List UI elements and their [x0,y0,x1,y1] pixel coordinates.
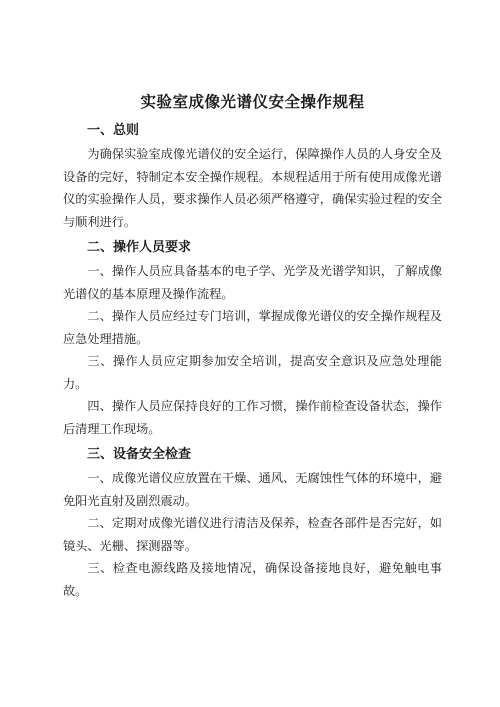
section-heading: 二、操作人员要求 [87,240,192,255]
section-general [63,122,442,233]
section-equipment-safety-check [63,446,442,602]
section-operator-requirements [63,239,442,440]
paragraph: 一、成像光谱仪应放置在干燥、通风、无腐蚀性气体的环境中，避免阳光直射及剧烈震动。 [63,471,442,508]
paragraph: 二、操作人员应经过专门培训，掌握成像光谱仪的安全操作规程及应急处理措施。 [63,309,442,346]
paragraph: 为确保实验室成像光谱仪的安全运行，保障操作人员的人身安全及设备的完好，特制定本安全操作规程。本规程适用于所有使用成像光谱仪的实验操作人员，要求操作人员必须严格遵守，确保实验过程的安全与顺利进行。 [63,147,442,229]
paragraph: 二、定期对成像光谱仪进行清洁及保养，检查各部件是否完好，如镜头、光栅、探测器等。 [63,516,442,553]
section-heading: 三、设备安全检查 [87,447,192,462]
paragraph: 三、检查电源线路及接地情况，确保设备接地良好，避免触电事故。 [63,561,442,598]
document-title: 实验室成像光谱仪安全操作规程 [140,93,365,111]
paragraph: 四、操作人员应保持良好的工作习惯，操作前检查设备状态，操作后清理工作现场。 [63,399,442,436]
section-heading: 一、总则 [87,123,140,138]
paragraph: 三、操作人员应定期参加安全培训，提高安全意识及应急处理能力。 [63,354,442,391]
paragraph: 一、操作人员应具备基本的电子学、光学及光谱学知识，了解成像光谱仪的基本原理及操作流程。 [63,264,442,301]
